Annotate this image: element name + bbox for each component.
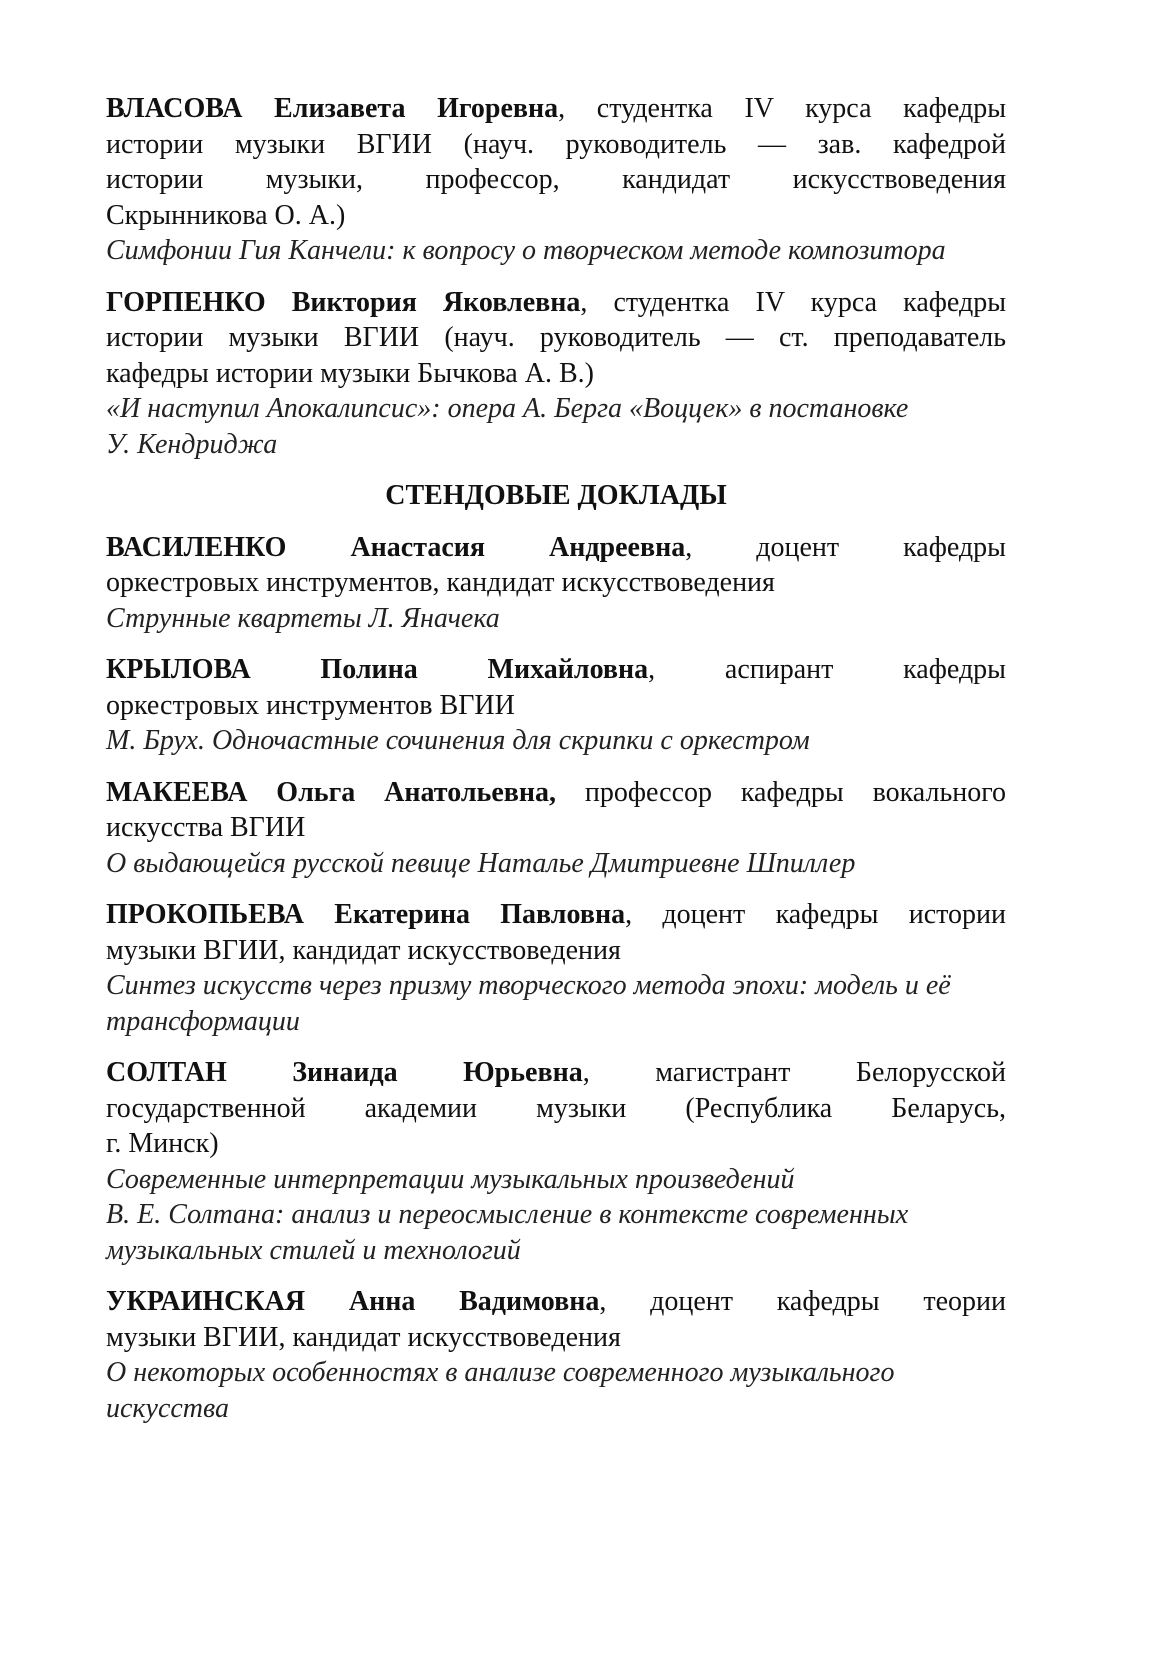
- author-line: [106, 285, 1006, 321]
- participant-affiliation: истории музыки ВГИИ (науч. руководитель — зав. кафедрой: [106, 128, 1006, 160]
- participant-affiliation: оркестровых инструментов, кандидат искусствоведения: [106, 567, 775, 598]
- participant-affiliation: , аспирант кафедры: [648, 654, 1006, 685]
- participant-name: ВЛАСОВА Елизавета Игоревна: [106, 93, 559, 124]
- report-title: Симфонии Гия Канчели: к вопросу о творческом методе композитора: [106, 235, 946, 266]
- report-title: Струнные квартеты Л. Яначека: [106, 602, 500, 634]
- report-title: Современные интерпретации музыкальных произведений: [106, 1163, 795, 1195]
- author-line: [106, 1055, 1006, 1091]
- participant-entry: [106, 91, 1006, 269]
- participant-entry: [106, 1284, 1006, 1426]
- document-page: [106, 91, 1006, 1442]
- participant-name: ГОРПЕНКО Виктория Яковлевна: [106, 286, 581, 318]
- participant-affiliation: г. Минск): [106, 1128, 219, 1159]
- participant-affiliation: , доцент кафедры теории: [599, 1286, 1006, 1317]
- participant-entry: [106, 775, 1006, 882]
- participant-affiliation: , студентка IV курса кафедры: [558, 93, 1006, 124]
- participant-entry: [106, 1055, 1006, 1268]
- report-title: О некоторых особенностях в анализе современного музыкального: [106, 1357, 895, 1388]
- section-heading: СТЕНДОВЫЕ ДОКЛАДЫ: [385, 480, 727, 511]
- poster-presentations-list: [106, 530, 1006, 1427]
- participant-affiliation: музыки ВГИИ, кандидат искусствоведения: [106, 934, 621, 966]
- report-title: искусства: [106, 1392, 229, 1424]
- author-line: [106, 897, 1006, 933]
- participant-affiliation: кафедры истории музыки Бычкова А. В.): [106, 357, 594, 389]
- participant-name: СОЛТАН Зинаида Юрьевна: [106, 1057, 583, 1088]
- participant-affiliation: истории музыки ВГИИ (науч. руководитель — ст. преподаватель: [106, 322, 1006, 353]
- participant-entry: [106, 285, 1006, 463]
- participant-affiliation: истории музыки, профессор, кандидат искусствоведения: [106, 164, 1006, 195]
- author-line: [106, 1284, 1006, 1320]
- author-line: [106, 91, 1006, 127]
- report-title: Синтез искусств через призму творческого метода эпохи: модель и её: [106, 970, 951, 1001]
- report-title: «И наступил Апокалипсис»: опера А. Берга «Воццек» в постановке: [106, 393, 909, 424]
- participant-name: ПРОКОПЬЕВА Екатерина Павловна: [106, 899, 626, 930]
- participant-affiliation: музыки ВГИИ, кандидат искусствоведения: [106, 1321, 621, 1353]
- report-title: М. Брух. Одночастные сочинения для скрипки с оркестром: [106, 725, 810, 756]
- participant-affiliation: оркестровых инструментов ВГИИ: [106, 689, 515, 721]
- participant-affiliation: искусства ВГИИ: [106, 812, 306, 843]
- report-title: У. Кендриджа: [106, 428, 278, 460]
- report-title: музыкальных стилей и технологий: [106, 1234, 521, 1266]
- participant-affiliation: , студентка IV курса кафедры: [580, 286, 1006, 318]
- participant-entry: [106, 652, 1006, 759]
- presentations-list: [106, 91, 1006, 462]
- participant-affiliation: государственной академии музыки (Республика Беларусь,: [106, 1092, 1006, 1124]
- report-title: трансформации: [106, 1005, 300, 1037]
- participant-name: ВАСИЛЕНКО Анастасия Андреевна: [106, 531, 686, 563]
- participant-entry: [106, 530, 1006, 637]
- participant-affiliation: , доцент кафедры истории: [625, 899, 1006, 930]
- report-title: В. Е. Солтана: анализ и переосмысление в контексте современных: [106, 1199, 909, 1230]
- report-title: О выдающейся русской певице Наталье Дмитриевне Шпиллер: [106, 847, 856, 879]
- participant-affiliation: , доцент кафедры: [685, 531, 1006, 563]
- participant-name: УКРАИНСКАЯ Анна Вадимовна: [106, 1286, 600, 1317]
- participant-name: МАКЕЕВА Ольга Анатольевна,: [106, 776, 557, 808]
- participant-affiliation: , магистрант Белорусской: [582, 1057, 1006, 1088]
- participant-name: КРЫЛОВА Полина Михайловна: [106, 654, 649, 685]
- author-line: [106, 530, 1006, 566]
- author-line: [106, 775, 1006, 811]
- author-line: [106, 652, 1006, 688]
- participant-entry: [106, 897, 1006, 1039]
- participant-affiliation: профессор кафедры вокального: [556, 776, 1006, 808]
- participant-affiliation: Скрынникова О. А.): [106, 199, 346, 231]
